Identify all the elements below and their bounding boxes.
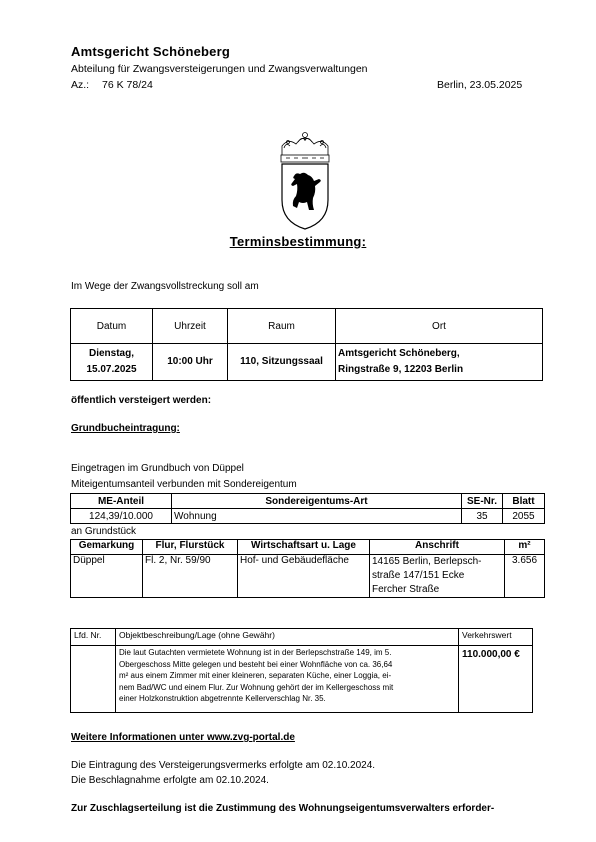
verkehrswert-value: 110.000,00 € xyxy=(459,646,533,713)
me-anteil-header: ME-Anteil xyxy=(71,494,172,509)
blatt-value: 2055 xyxy=(503,509,545,524)
eingetragen-text: Eingetragen im Grundbuch von Düppel xyxy=(71,463,244,474)
anschrift-line-2: straße 147/151 Ecke xyxy=(372,570,465,581)
desc-line-1: Die laut Gutachten vermietete Wohnung ist in der Berlepschstraße 149, im 5. xyxy=(119,648,392,657)
flur-value: Fl. 2, Nr. 59/90 xyxy=(143,555,238,598)
col-uhrzeit-header: Uhrzeit xyxy=(153,309,228,344)
grundstueck-table xyxy=(70,539,545,598)
se-nr-value: 35 xyxy=(462,509,503,524)
wirtschaftsart-value: Hof- und Gebäudefläche xyxy=(238,555,370,598)
termin-datum xyxy=(71,344,153,381)
anschrift-line-1: 14165 Berlin, Berlepsch- xyxy=(372,556,482,567)
objekt-description xyxy=(116,646,459,713)
me-anteil-value: 124,39/10.000 xyxy=(71,509,172,524)
termin-raum: 110, Sitzungssaal xyxy=(228,344,336,381)
desc-line-2: Obergeschoss Mitte gelegen und besteht bei einer Wohnfläche von ca. 36,64 xyxy=(119,659,393,669)
vermerk-text-2: Die Beschlagnahme erfolgte am 02.10.2024. xyxy=(71,775,269,786)
anschrift-line-3: Fercher Straße xyxy=(372,584,440,595)
miteigentum-text: Miteigentumsanteil verbunden mit Sondereigentum xyxy=(71,479,297,490)
versteigert-text: öffentlich versteigert werden: xyxy=(71,395,212,406)
verkehrswert-header: Verkehrswert xyxy=(459,629,533,646)
anschrift-value xyxy=(370,555,505,598)
gemarkung-header: Gemarkung xyxy=(71,540,143,555)
intro-text: Im Wege der Zwangsvollstreckung soll am xyxy=(71,281,259,292)
lfd-nr-header: Lfd. Nr. xyxy=(71,629,116,646)
lfd-nr-value xyxy=(71,646,116,713)
se-nr-header: SE-Nr. xyxy=(462,494,503,509)
termin-ort xyxy=(336,344,543,381)
col-raum-header: Raum xyxy=(228,309,336,344)
ort-line-1: Amtsgericht Schöneberg, xyxy=(338,348,460,359)
datum-date: 15.07.2025 xyxy=(86,364,137,375)
wirtschaftsart-header: Wirtschaftsart u. Lage xyxy=(238,540,370,555)
grundbuch-heading: Grundbucheintragung: xyxy=(71,423,180,434)
desc-line-3: m² aus einem Zimmer mit einer kleineren, separaten Küche, einer Loggia, ei- xyxy=(119,671,392,681)
flur-header: Flur, Flurstück xyxy=(143,540,238,555)
se-art-header: Sondereigentums-Art xyxy=(172,494,462,509)
ort-line-2: Ringstraße 9, 12203 Berlin xyxy=(338,364,464,375)
weitere-info-link[interactable]: Weitere Informationen unter www.zvg-portal.de xyxy=(71,732,295,743)
sondereigentum-table xyxy=(70,493,545,524)
termin-table xyxy=(70,308,543,381)
objekt-table xyxy=(70,628,533,713)
gemarkung-value: Düppel xyxy=(71,555,143,598)
zuschlag-text: Zur Zuschlagserteilung ist die Zustimmung des Wohnungseigentumsverwalters erforder- xyxy=(71,803,495,814)
court-name: Amtsgericht Schöneberg xyxy=(71,44,230,59)
termin-uhrzeit: 10:00 Uhr xyxy=(153,344,228,381)
col-ort-header: Ort xyxy=(336,309,543,344)
an-grundstueck-text: an Grundstück xyxy=(71,526,137,537)
datum-weekday: Dienstag, xyxy=(88,348,134,359)
objekt-header: Objektbeschreibung/Lage (ohne Gewähr) xyxy=(116,629,459,646)
page-title: Terminsbestimmung: xyxy=(229,234,367,249)
qm-header: m² xyxy=(505,540,545,555)
anschrift-header: Anschrift xyxy=(370,540,505,555)
qm-value: 3.656 xyxy=(505,555,545,598)
az-number: 76 K 78/24 xyxy=(102,79,153,91)
desc-line-5: einer Holzkonstruktion abgetrennte Kellerverschlag Nr. 35. xyxy=(119,694,326,704)
coat-of-arms-icon xyxy=(276,128,334,232)
col-datum-header: Datum xyxy=(71,309,153,344)
place-date: Berlin, 23.05.2025 xyxy=(437,79,523,91)
blatt-header: Blatt xyxy=(503,494,545,509)
vermerk-text-1: Die Eintragung des Versteigerungsvermerks erfolgte am 02.10.2024. xyxy=(71,760,376,771)
az-label: Az.: xyxy=(71,79,90,91)
desc-line-4: nem Bad/WC und einem Flur. Zur Wohnung gehört der im Kellergeschoss mit xyxy=(119,682,394,692)
department: Abteilung für Zwangsversteigerungen und Zwangsverwaltungen xyxy=(71,63,368,75)
se-art-value: Wohnung xyxy=(172,509,462,524)
